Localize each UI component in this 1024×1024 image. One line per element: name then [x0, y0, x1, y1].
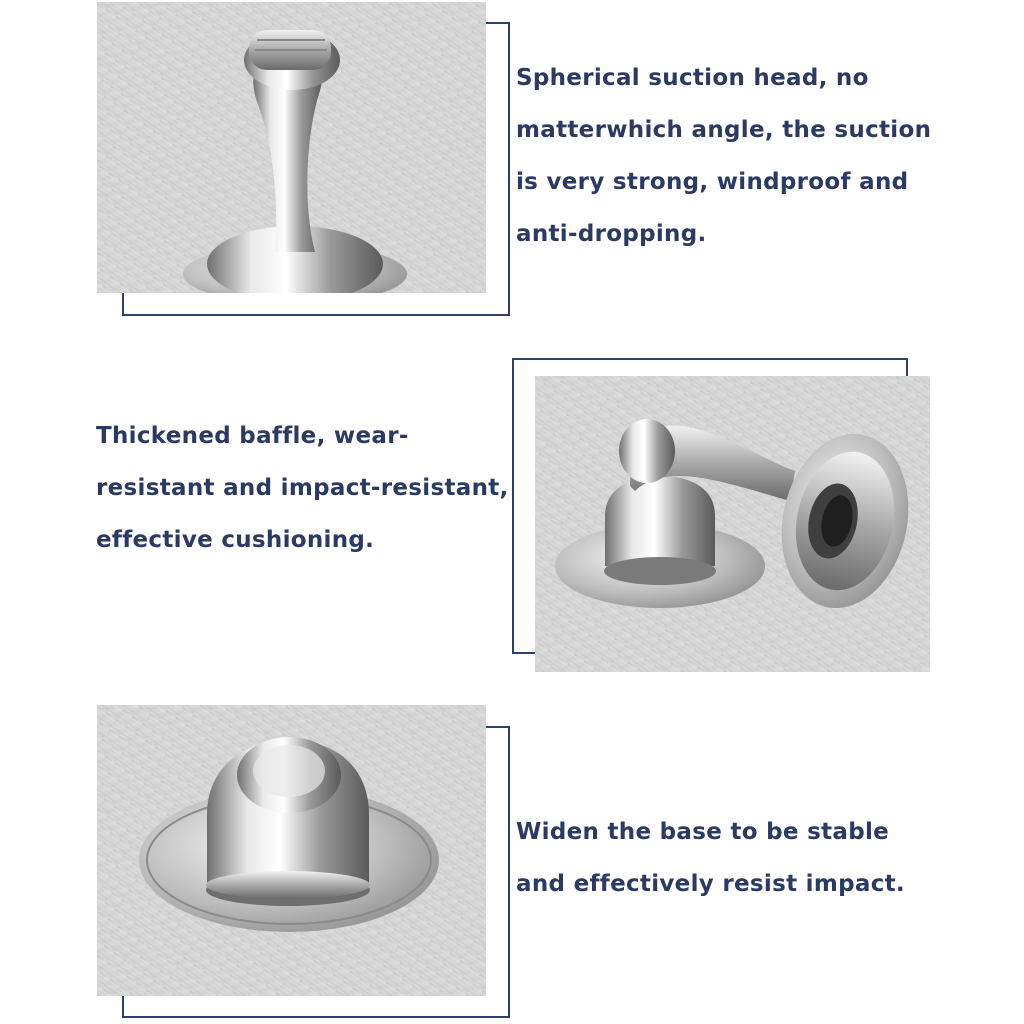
section-3-caption: [516, 806, 905, 910]
section-2-caption: [96, 410, 509, 566]
caption-line: and effectively resist impact.: [516, 871, 905, 897]
caption-line: effective cushioning.: [96, 527, 375, 553]
caption-line: resistant and impact-resistant,: [96, 475, 509, 501]
caption-line: anti-dropping.: [516, 221, 707, 247]
section-1-caption: [516, 52, 931, 260]
product-image-magnetic-stopper-base: [97, 705, 486, 996]
caption-line: is very strong, windproof and: [516, 169, 909, 195]
product-image-magnetic-stopper-standing: [97, 2, 486, 293]
caption-line: matterwhich angle, the suction: [516, 117, 932, 143]
caption-line: Widen the base to be stable: [516, 819, 890, 845]
caption-line: Spherical suction head, no: [516, 65, 869, 91]
caption-line: Thickened baffle, wear-: [96, 423, 409, 449]
product-image-magnetic-stopper-parts: [535, 376, 930, 672]
